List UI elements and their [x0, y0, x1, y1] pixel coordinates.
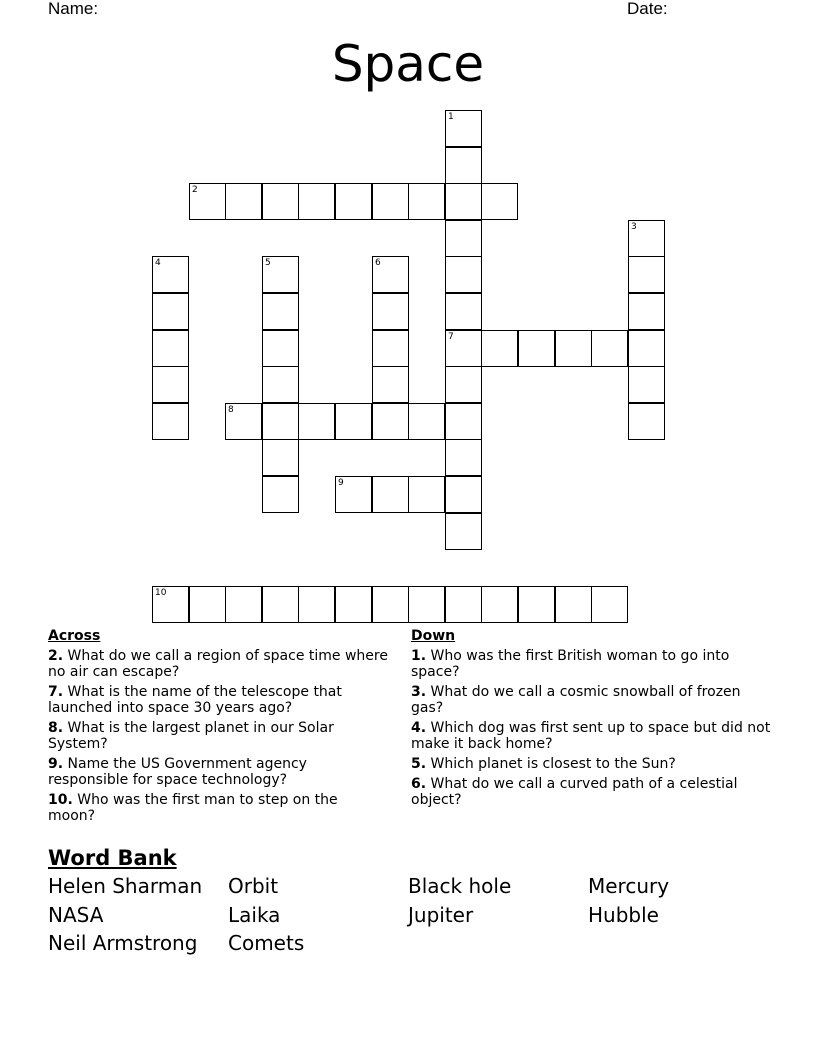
clue-item: 4. Which dog was first sent up to space but did not make it back home? — [411, 720, 771, 752]
grid-cell[interactable] — [189, 586, 226, 623]
grid-cell[interactable] — [335, 476, 372, 513]
clue-number: 5 — [265, 258, 271, 268]
grid-cell[interactable] — [445, 366, 482, 403]
across-heading: Across — [48, 628, 101, 644]
grid-cell[interactable] — [445, 403, 482, 440]
grid-cell[interactable] — [225, 586, 262, 623]
clue-item: 9. Name the US Government agency responsible for space technology? — [48, 756, 307, 788]
grid-cell[interactable] — [372, 183, 409, 220]
grid-cell[interactable] — [481, 330, 518, 367]
grid-cell[interactable] — [591, 330, 628, 367]
grid-cell[interactable] — [372, 330, 409, 367]
grid-cell[interactable] — [262, 256, 299, 293]
word-bank-item: Black hole — [408, 874, 512, 898]
clue-number: 6 — [375, 258, 381, 268]
clue-number: 8 — [228, 405, 234, 415]
grid-cell[interactable] — [372, 366, 409, 403]
word-bank-item: Mercury — [588, 874, 670, 898]
grid-cell[interactable] — [445, 147, 482, 184]
grid-cell[interactable] — [408, 183, 445, 220]
grid-cell[interactable] — [628, 220, 665, 257]
word-bank-item: Laika — [228, 903, 281, 927]
word-bank-item: Orbit — [228, 874, 279, 898]
grid-cell[interactable] — [445, 476, 482, 513]
grid-cell[interactable] — [445, 110, 482, 147]
grid-cell[interactable] — [262, 439, 299, 476]
clue-number: 9 — [338, 478, 344, 488]
grid-cell[interactable] — [152, 403, 189, 440]
clue-item: 1. Who was the first British woman to go into space? — [411, 648, 730, 680]
grid-cell[interactable] — [372, 403, 409, 440]
grid-cell[interactable] — [445, 330, 482, 367]
grid-cell[interactable] — [225, 403, 262, 440]
clue-number: 10 — [155, 588, 167, 598]
word-bank-item: Jupiter — [408, 903, 474, 927]
clue-number: 3 — [631, 222, 637, 232]
grid-cell[interactable] — [372, 476, 409, 513]
grid-cell[interactable] — [335, 586, 372, 623]
clue-item: 6. What do we call a curved path of a celestial object? — [411, 776, 738, 808]
name-label: Name: — [48, 0, 99, 18]
grid-cell[interactable] — [445, 256, 482, 293]
grid-cell[interactable] — [628, 330, 665, 367]
grid-cell[interactable] — [445, 183, 482, 220]
grid-cell[interactable] — [445, 293, 482, 330]
grid-cell[interactable] — [628, 256, 665, 293]
grid-cell[interactable] — [152, 586, 189, 623]
grid-cell[interactable] — [445, 439, 482, 476]
clue-item: 5. Which planet is closest to the Sun? — [411, 756, 676, 772]
clue-number: 4 — [155, 258, 161, 268]
word-bank-item: Comets — [228, 931, 305, 955]
across-clues — [48, 628, 388, 828]
grid-cell[interactable] — [262, 403, 299, 440]
grid-cell[interactable] — [628, 293, 665, 330]
grid-cell[interactable] — [628, 366, 665, 403]
grid-cell[interactable] — [408, 586, 445, 623]
page-title: Space — [331, 35, 485, 93]
grid-cell[interactable] — [225, 183, 262, 220]
grid-cell[interactable] — [372, 256, 409, 293]
grid-cell[interactable] — [335, 403, 372, 440]
clue-item: 3. What do we call a cosmic snowball of frozen gas? — [411, 684, 741, 716]
down-heading: Down — [411, 628, 456, 644]
grid-cell[interactable] — [445, 513, 482, 550]
grid-cell[interactable] — [555, 330, 592, 367]
grid-cell[interactable] — [518, 586, 555, 623]
grid-cell[interactable] — [481, 183, 518, 220]
grid-cell[interactable] — [152, 293, 189, 330]
clue-number: 1 — [448, 112, 454, 122]
grid-cell[interactable] — [408, 476, 445, 513]
grid-cell[interactable] — [152, 330, 189, 367]
grid-cell[interactable] — [591, 586, 628, 623]
word-bank-title: Word Bank — [48, 846, 177, 870]
grid-cell[interactable] — [335, 183, 372, 220]
grid-cell[interactable] — [189, 183, 226, 220]
grid-cell[interactable] — [372, 586, 409, 623]
grid-cell[interactable] — [408, 403, 445, 440]
clue-number: 7 — [448, 332, 454, 342]
word-bank-item: Neil Armstrong — [48, 931, 198, 955]
grid-cell[interactable] — [518, 330, 555, 367]
clue-item: 7. What is the name of the telescope that launched into space 30 years ago? — [48, 684, 342, 716]
clue-item: 8. What is the largest planet in our Solar System? — [48, 720, 334, 752]
grid-cell[interactable] — [262, 183, 299, 220]
grid-cell[interactable] — [372, 293, 409, 330]
grid-cell[interactable] — [298, 183, 335, 220]
down-clues — [411, 628, 771, 812]
clue-item: 2. What do we call a region of space time where no air can escape? — [48, 648, 388, 680]
grid-cell[interactable] — [298, 403, 335, 440]
clue-number: 2 — [192, 185, 198, 195]
grid-cell[interactable] — [481, 586, 518, 623]
grid-cell[interactable] — [152, 256, 189, 293]
grid-cell[interactable] — [555, 586, 592, 623]
grid-cell[interactable] — [262, 476, 299, 513]
word-bank-item: NASA — [48, 903, 104, 927]
grid-cell[interactable] — [445, 220, 482, 257]
word-bank-item: Hubble — [588, 903, 659, 927]
grid-cell[interactable] — [298, 586, 335, 623]
grid-cell[interactable] — [262, 330, 299, 367]
clue-item: 10. Who was the first man to step on the moon? — [48, 792, 338, 824]
grid-cell[interactable] — [445, 586, 482, 623]
grid-cell[interactable] — [262, 366, 299, 403]
word-bank-item: Helen Sharman — [48, 874, 203, 898]
grid-cell[interactable] — [628, 403, 665, 440]
grid-cell[interactable] — [262, 586, 299, 623]
grid-cell[interactable] — [152, 366, 189, 403]
date-label: Date: — [627, 0, 668, 18]
grid-cell[interactable] — [262, 293, 299, 330]
